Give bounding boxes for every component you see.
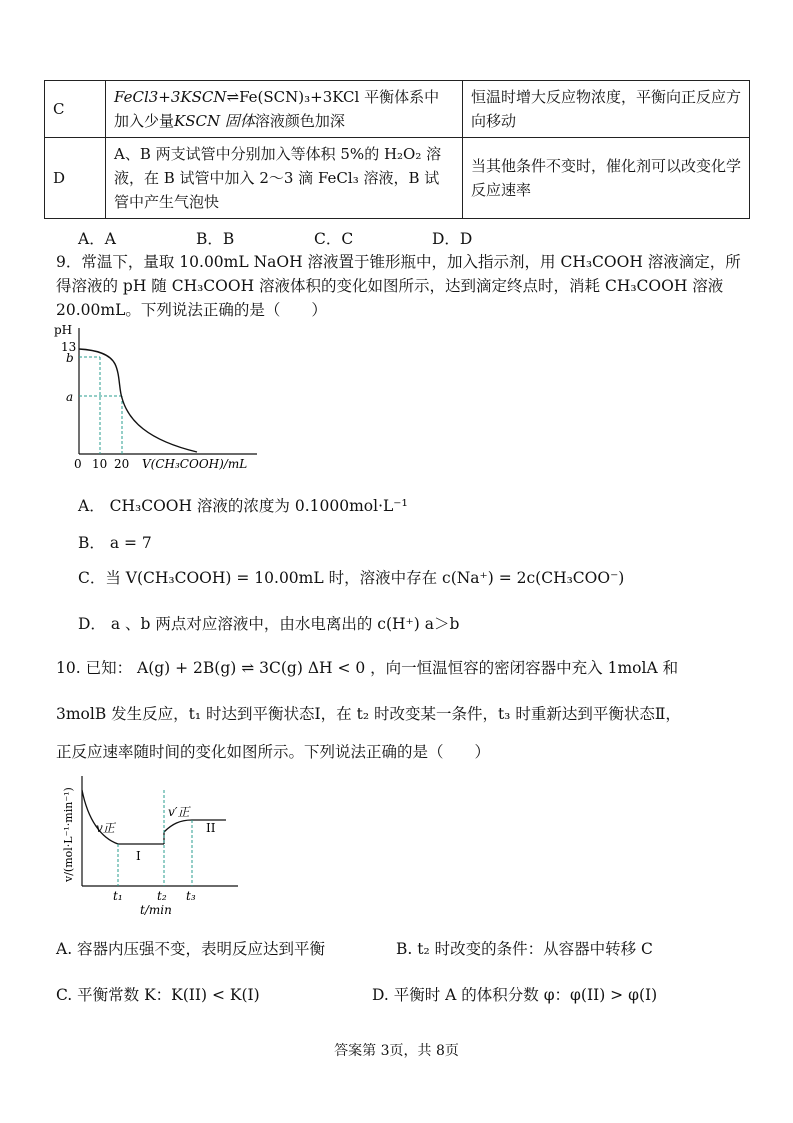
row-conclusion: 恒温时增大反应物浓度，平衡向正反应方向移动 xyxy=(463,81,750,138)
q10-stem-line1: 10. 已知： A(g) + 2B(g) ⇌ 3C(g) ΔH < 0 ，向一恒温恒容的密闭容器中充入 1molA 和 xyxy=(56,659,679,677)
titration-graph xyxy=(52,322,262,474)
q9-option-b: B． a = 7 xyxy=(78,534,152,552)
tick-t2: t₂ xyxy=(157,889,167,903)
tick-20: 20 xyxy=(114,457,130,471)
tick-b: b xyxy=(66,351,74,365)
observation-text: 溶液颜色加深 xyxy=(254,112,345,130)
tick-t3: t₃ xyxy=(186,889,196,903)
row-conclusion: 当其他条件不变时，催化剂可以改变化学反应速率 xyxy=(463,138,750,219)
choice-b: B．B xyxy=(196,230,235,248)
q10-option-d: D. 平衡时 A 的体积分数 φ：φ(II) > φ(I) xyxy=(372,986,658,1004)
rate-curve-rise xyxy=(164,820,192,832)
tick-13: 13 xyxy=(61,340,77,354)
table-row xyxy=(45,81,750,138)
row-description xyxy=(106,81,463,138)
page-footer: 答案第 3页，共 8页 xyxy=(334,1043,459,1059)
x-axis-label: V(CH₃COOH)/mL xyxy=(142,457,248,471)
equation-left: FeCl3+3KSCN xyxy=(114,88,227,106)
state-1-label: I xyxy=(136,849,141,863)
q10-stem-line2: 3molB 发生反应，t₁ 时达到平衡状态Ⅰ，在 t₂ 时改变某一条件，t₃ 时重新达到平衡状态Ⅱ， xyxy=(56,705,681,723)
choice-c: C．C xyxy=(314,230,354,248)
state-2-label: II xyxy=(206,821,216,835)
tick-10: 10 xyxy=(92,457,108,471)
row-description: A、B 两支试管中分别加入等体积 5%的 H₂O₂ 溶液，在 B 试管中加入 2～3 滴 FeCl₃ 溶液，B 试管中产生气泡快 xyxy=(106,138,463,219)
q8-choices xyxy=(78,227,550,249)
reagent-text: KSCN 固体 xyxy=(174,112,255,130)
x-axis-label: t/min xyxy=(140,903,172,917)
equation-right: Fe(SCN)₃+3KCl 平衡体系中加入少量 xyxy=(114,88,440,130)
ph-curve xyxy=(79,349,197,452)
equilibrium-arrow: ⇌ xyxy=(226,88,240,106)
q9-option-c: C．当 V(CH₃COOH) = 10.00mL 时，溶液中存在 c(Na⁺) = 2c(CH₃COO⁻) xyxy=(78,569,625,587)
q10-stem-line3: 正反应速率随时间的变化如图所示。下列说法正确的是（ ） xyxy=(56,743,491,761)
y-axis-label: pH xyxy=(54,323,73,337)
q9-option-d: D． a 、b 两点对应溶液中，由水电离出的 c(H⁺) a＞b xyxy=(78,615,460,633)
v-prime-forward-label: v′正 xyxy=(168,805,190,819)
tick-0: 0 xyxy=(74,457,82,471)
tick-t1: t₁ xyxy=(113,889,123,903)
tick-a: a xyxy=(66,390,74,404)
rate-graph xyxy=(56,772,256,920)
q9-stem: 9．常温下，量取 10.00mL NaOH 溶液置于锥形瓶中，加入指示剂，用 CH₃COOH 溶液滴定，所得溶液的 pH 随 CH₃COOH 溶液体积的变化如图所示，达到滴定终点时，消耗 CH₃COOH 溶液 20.00mL。下列说法正确的是（ ） xyxy=(56,253,741,319)
v-forward-label: v正 xyxy=(96,821,115,835)
q9-option-a: A． CH₃COOH 溶液的浓度为 0.1000mol·L⁻¹ xyxy=(78,497,408,515)
q10-option-a: A. 容器内压强不变，表明反应达到平衡 xyxy=(56,940,326,958)
y-axis-label: v/(mol·L⁻¹·min⁻¹) xyxy=(62,787,75,882)
q10-option-b: B. t₂ 时改变的条件：从容器中转移 C xyxy=(396,940,653,958)
q10-option-c: C. 平衡常数 K：K(II) < K(I) xyxy=(56,986,260,1004)
options-table xyxy=(44,80,750,219)
rate-curve-decay xyxy=(82,790,118,844)
table-row xyxy=(45,138,750,219)
row-label: C xyxy=(45,81,106,138)
choice-a: A．A xyxy=(78,230,116,248)
choice-d: D．D xyxy=(432,230,473,248)
row-label: D xyxy=(45,138,106,219)
